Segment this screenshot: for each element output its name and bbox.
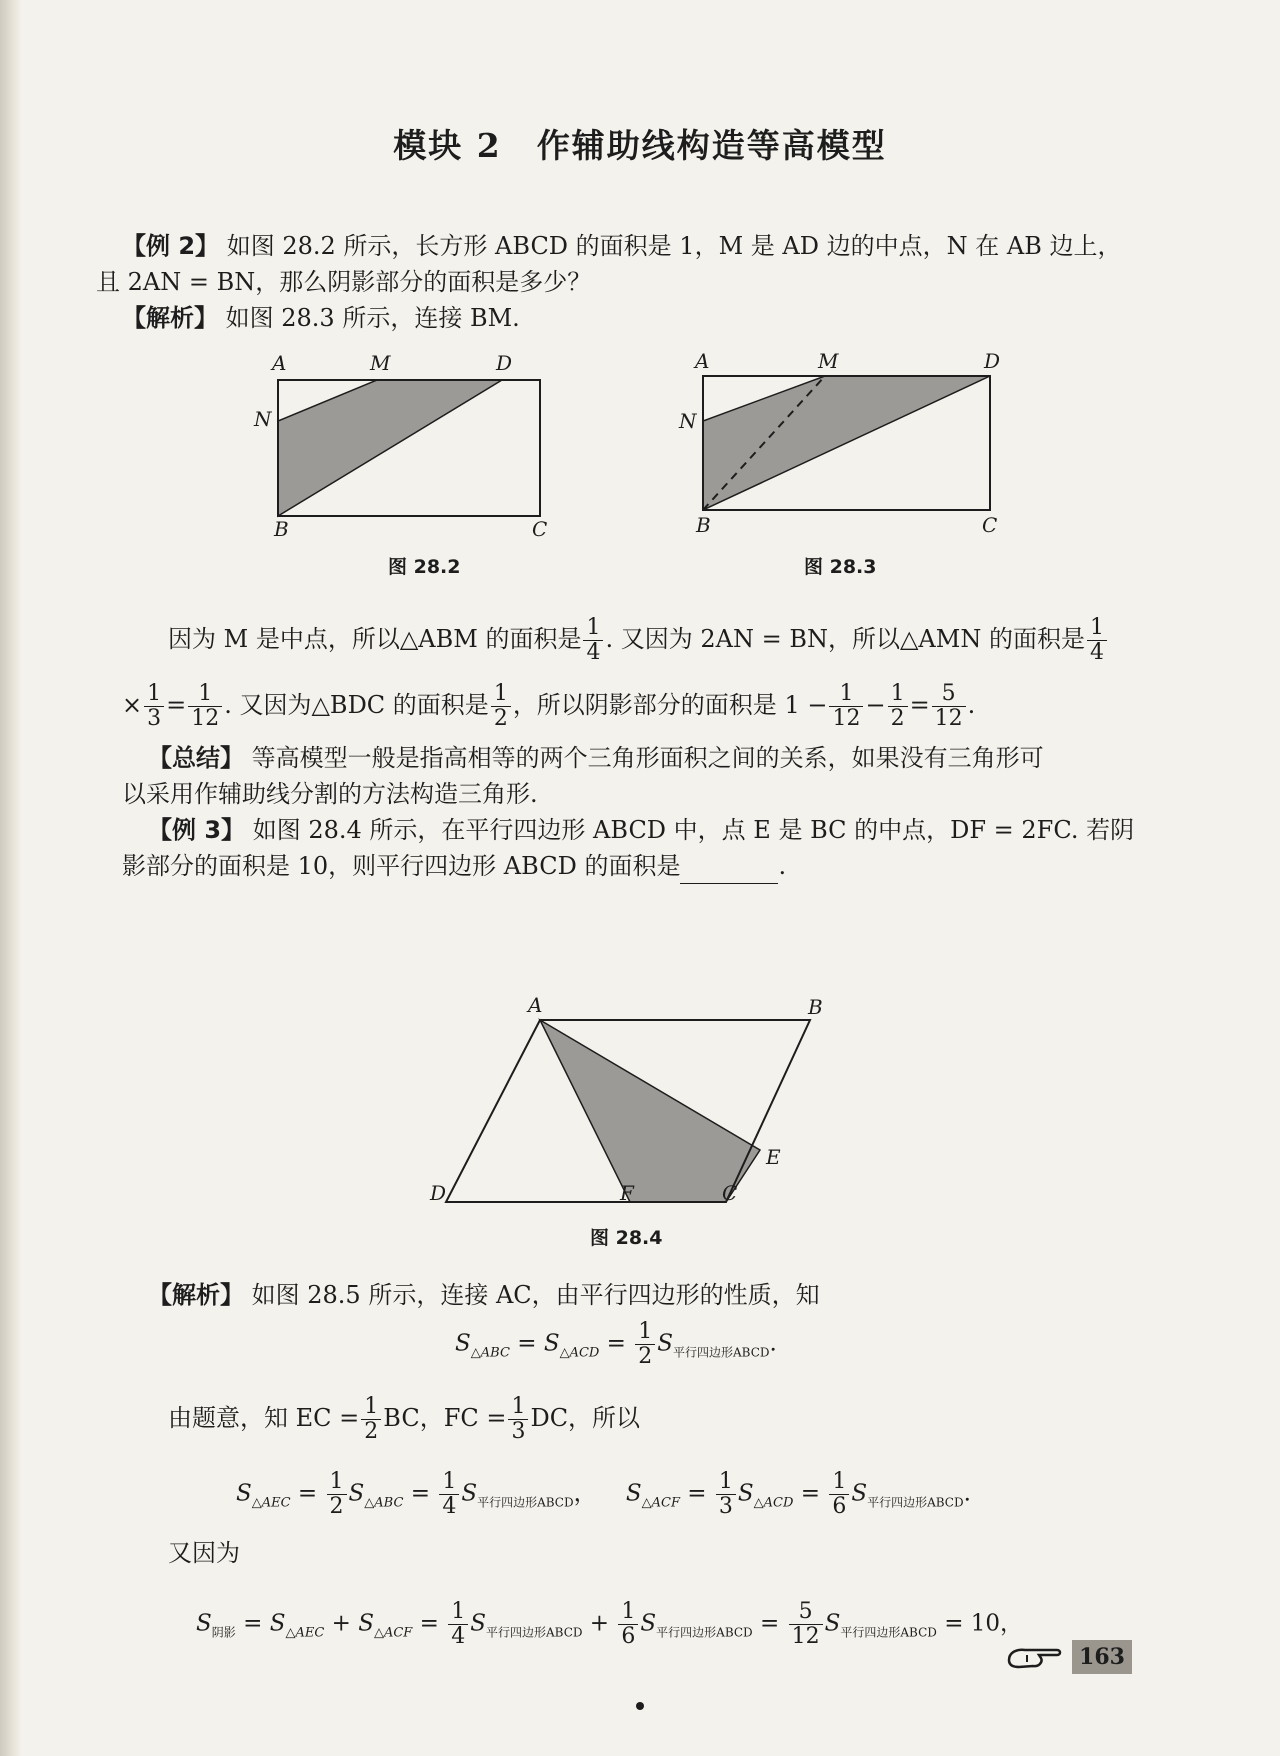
analysis-2: [148, 1277, 1138, 1313]
frac-den: 4: [1089, 640, 1104, 665]
eq3-sub-parallelogram-2: 平行四边形ABCD: [656, 1625, 753, 1640]
fig-28-4-label-E: E: [766, 1145, 781, 1169]
frac-den: 4: [442, 1494, 457, 1519]
period: .: [967, 691, 976, 719]
eq2-equals-3: =: [687, 1480, 707, 1507]
frac-one-quarter-2: [1087, 616, 1107, 665]
given-text-b: BC，FC =: [383, 1404, 507, 1432]
eq3-sub-shade: 阴影: [211, 1625, 236, 1640]
example-3-end: .: [778, 852, 787, 880]
eq2-frac-half: [327, 1470, 347, 1519]
eq2-frac-sixth: [829, 1470, 849, 1519]
figure-28-2: [240, 348, 580, 538]
solution-1-line-1: [168, 616, 1168, 665]
eq1-end: .: [769, 1330, 777, 1357]
fig-28-2-label-N: N: [254, 407, 272, 431]
equation-1: [455, 1320, 777, 1369]
frac-num: 1: [448, 1600, 468, 1625]
eq1-s: S: [455, 1330, 471, 1357]
pointing-hand-icon: [1005, 1640, 1065, 1674]
frac-num: 1: [583, 616, 603, 641]
solution-1-line-2: [122, 682, 1132, 731]
eq2-s: S: [236, 1480, 252, 1507]
eq3-sub-parallelogram-3: 平行四边形ABCD: [840, 1625, 937, 1640]
eq3-sub-acf: △ACF: [373, 1625, 413, 1641]
eq3-sub-parallelogram: 平行四边形ABCD: [485, 1625, 583, 1640]
frac-den: 6: [832, 1494, 847, 1519]
frac-den: 3: [147, 706, 162, 731]
eq3-sub-aec: △AEC: [285, 1625, 325, 1641]
example-3-text-2: 影部分的面积是 10，则平行四边形 ABCD 的面积是: [122, 852, 681, 880]
frac-num: 5: [789, 1600, 823, 1625]
eq3-s: S: [196, 1610, 212, 1637]
eq2-sub-aec: △AEC: [251, 1495, 291, 1511]
example-2-line-1: [122, 228, 1132, 264]
eq3-s-6: S: [824, 1610, 841, 1637]
fig-28-2-label-M: M: [370, 351, 391, 375]
frac-den: 2: [493, 706, 508, 731]
fig-28-3-caption: 图 28.3: [804, 556, 877, 578]
frac-num: 1: [439, 1470, 459, 1495]
frac-num: 1: [144, 682, 164, 707]
eq3-frac-quarter: [448, 1600, 468, 1649]
eq1-equals-2: =: [606, 1330, 626, 1357]
frac-den: 2: [890, 706, 905, 731]
fig-28-4-label-B: B: [808, 995, 823, 1019]
eq3-s-2: S: [269, 1610, 286, 1637]
fig-28-3-label-D: D: [984, 349, 1001, 373]
frac-one-third: [144, 682, 164, 731]
minus-sign: −: [865, 691, 886, 719]
eq2-equals-2: =: [410, 1480, 430, 1507]
frac-den: 12: [832, 706, 861, 731]
eq2-sub-parallelogram: 平行四边形ABCD: [477, 1495, 574, 1510]
fig-28-2-label-D: D: [496, 351, 513, 375]
eq3-frac-sixth: [618, 1600, 638, 1649]
eq2-sub-acd: △ACD: [753, 1495, 794, 1511]
frac-den: 2: [329, 1494, 344, 1519]
equation-2: [236, 1470, 971, 1519]
eq3-s-5: S: [640, 1610, 657, 1637]
given-line: [168, 1395, 1178, 1444]
fig-28-4-label-D: D: [430, 1181, 447, 1205]
summary-line-2: [122, 776, 1132, 812]
eq1-sub-parallelogram: 平行四边形ABCD: [673, 1345, 770, 1360]
frac-one-half: [491, 682, 511, 731]
given-frac-third: [508, 1395, 528, 1444]
fig-28-2-label-C: C: [532, 517, 548, 538]
eq1-sub-abc: △ABC: [470, 1345, 510, 1361]
frac-num: 1: [829, 682, 863, 707]
frac-one-twelfth: [188, 682, 222, 731]
frac-five-twelfths: [932, 682, 966, 731]
frac-den: 4: [586, 640, 601, 665]
frac-one-twelfth-2: [829, 682, 863, 731]
example-3-tag: 【例 3】: [148, 816, 246, 844]
equation-3: $S_{阴影} = S_{\triangle AEC} + S_{\triangle ACF}$ = $\frac{1}{4}$ $S_{平行四边形ABCD}$ + $\frac{1}{6}$ $S_{平行四边形ABCD}$ = $\frac{5}{12}$ $S_{平行四边形ABCD} = 10$，: [196, 1599, 1024, 1649]
frac-den: 3: [511, 1419, 526, 1444]
frac-num: 1: [361, 1395, 381, 1420]
also-because: 又因为: [168, 1539, 240, 1567]
example-2-text-1: 如图 28.2 所示，长方形 ABCD 的面积是 1，M 是 AD 边的中点，N 在 AB 边上，: [226, 232, 1122, 260]
analysis-2-tag: 【解析】: [148, 1281, 244, 1309]
frac-den: 4: [451, 1624, 466, 1649]
eq3-equals-2: =: [419, 1610, 439, 1637]
eq1-frac-half: [635, 1320, 655, 1369]
frac-den: 3: [718, 1494, 733, 1519]
example-3-text-1: 如图 28.4 所示，在平行四边形 ABCD 中，点 E 是 BC 的中点，DF = 2FC. 若阴: [252, 816, 1135, 844]
example-3-line-1: [148, 812, 1138, 848]
fig-28-4-shaded-region: [540, 1020, 760, 1202]
analysis-1: [122, 300, 1132, 336]
eq3-s-4: S: [470, 1610, 486, 1637]
eq1-s-3: S: [657, 1330, 674, 1357]
times-sign: ×: [122, 691, 143, 719]
frac-num: 1: [508, 1395, 528, 1420]
fig-28-4-label-C: C: [722, 1181, 738, 1205]
frac-den: 12: [791, 1624, 820, 1649]
fig-28-4-caption: 图 28.4: [590, 1227, 663, 1249]
fig-28-3-label-N: N: [679, 409, 697, 433]
frac-num: 1: [188, 682, 222, 707]
frac-one-half-2: [888, 682, 908, 731]
example-3-line-2: [122, 848, 1132, 884]
summary-line-1: [148, 740, 1138, 776]
figure-28-3: [660, 348, 1020, 548]
frac-num: 1: [716, 1470, 736, 1495]
frac-num: 1: [327, 1470, 347, 1495]
frac-num: 1: [829, 1470, 849, 1495]
fig-28-3-label-C: C: [982, 513, 998, 537]
solution-1-text-a: 因为 M 是中点，所以△ABM 的面积是: [168, 625, 582, 653]
frac-num: 5: [932, 682, 966, 707]
book-binding-shadow: [0, 0, 22, 1756]
eq2-equals-4: =: [800, 1480, 820, 1507]
fig-28-3-label-A: A: [695, 349, 710, 373]
eq2-s-2: S: [348, 1480, 365, 1507]
page-number: 163: [1072, 1640, 1132, 1674]
frac-den: 6: [621, 1624, 636, 1649]
eq1-equals: =: [517, 1330, 537, 1357]
frac-den: 2: [638, 1344, 653, 1369]
fig-28-4-label-A: A: [528, 993, 543, 1017]
frac-den: 2: [364, 1419, 379, 1444]
analysis-1-tag: 【解析】: [122, 304, 218, 332]
example-2: [122, 228, 1132, 264]
analysis-1-text: 如图 28.3 所示，连接 BM.: [225, 304, 520, 332]
summary-text-1: 等高模型一般是指高相等的两个三角形面积之间的关系，如果没有三角形可: [251, 744, 1044, 772]
fig-28-3-label-M: M: [818, 349, 839, 373]
eq2-sub-abc: △ABC: [364, 1495, 404, 1511]
eq2-s-5: S: [737, 1480, 754, 1507]
example-2-line-2: [96, 264, 1106, 300]
example-2-tag: 【例 2】: [122, 232, 220, 260]
eq2-frac-third: [716, 1470, 736, 1519]
eq3-result: = 10，: [944, 1610, 1024, 1637]
frac-one-quarter: [583, 616, 603, 665]
solution-1-text-b: . 又因为 2AN = BN，所以△AMN 的面积是: [605, 625, 1085, 653]
frac-num: 1: [1087, 616, 1107, 641]
frac-den: 12: [934, 706, 963, 731]
given-text-c: DC，所以: [530, 1404, 641, 1432]
frac-den: 12: [191, 706, 220, 731]
equals-sign-2: =: [909, 691, 930, 719]
given-text-a: 由题意，知 EC =: [168, 1404, 360, 1432]
fig-28-3-label-B: B: [696, 513, 711, 537]
fig-28-2-shaded-region: [278, 380, 502, 516]
analysis-2-text: 如图 28.5 所示，连接 AC，由平行四边形的性质，知: [251, 1281, 820, 1309]
summary-text-2: 以采用作辅助线分割的方法构造三角形.: [122, 780, 538, 808]
eq3-equals: =: [243, 1610, 263, 1637]
eq2-s-3: S: [461, 1480, 478, 1507]
solution-1-text-d: ，所以阴影部分的面积是 1 −: [512, 691, 828, 719]
eq3-s-3: S: [358, 1610, 374, 1637]
eq1-s-2: S: [543, 1330, 560, 1357]
fig-28-2-caption: 图 28.2: [388, 556, 461, 578]
frac-num: 1: [888, 682, 908, 707]
solution-1-text-c: . 又因为△BDC 的面积是: [224, 691, 489, 719]
eq3-equals-3: =: [760, 1610, 780, 1637]
fig-28-2-label-B: B: [274, 517, 289, 538]
section-title: 模块 2 作辅助线构造等高模型: [393, 126, 887, 165]
frac-num: 1: [635, 1320, 655, 1345]
given-frac-half: [361, 1395, 381, 1444]
eq3-frac-five-twelfths: [789, 1600, 823, 1649]
summary-tag: 【总结】: [148, 744, 244, 772]
fig-28-2-label-A: A: [272, 351, 287, 375]
eq2-sep: ，: [573, 1480, 597, 1507]
fig-28-3-shaded-region: [703, 376, 990, 510]
eq1-sub-acd: △ACD: [559, 1345, 600, 1361]
example-2-text-2: 且 2AN = BN，那么阴影部分的面积是多少？: [96, 268, 592, 296]
frac-num: 1: [618, 1600, 638, 1625]
answer-blank[interactable]: [680, 859, 778, 884]
eq2-sub-acf: △ACF: [641, 1495, 680, 1511]
eq2-equals: =: [297, 1480, 318, 1507]
eq2-frac-quarter: [439, 1470, 459, 1519]
figure-28-4: [420, 990, 840, 1210]
eq2-end: .: [963, 1480, 971, 1507]
eq2-s-4: S: [625, 1480, 642, 1507]
equals-sign: =: [166, 691, 187, 719]
dot-mark: [636, 1702, 644, 1710]
eq2-s-6: S: [851, 1480, 868, 1507]
fig-28-4-label-F: F: [620, 1181, 634, 1205]
eq2-sub-parallelogram-2: 平行四边形ABCD: [867, 1495, 964, 1510]
frac-num: 1: [491, 682, 511, 707]
